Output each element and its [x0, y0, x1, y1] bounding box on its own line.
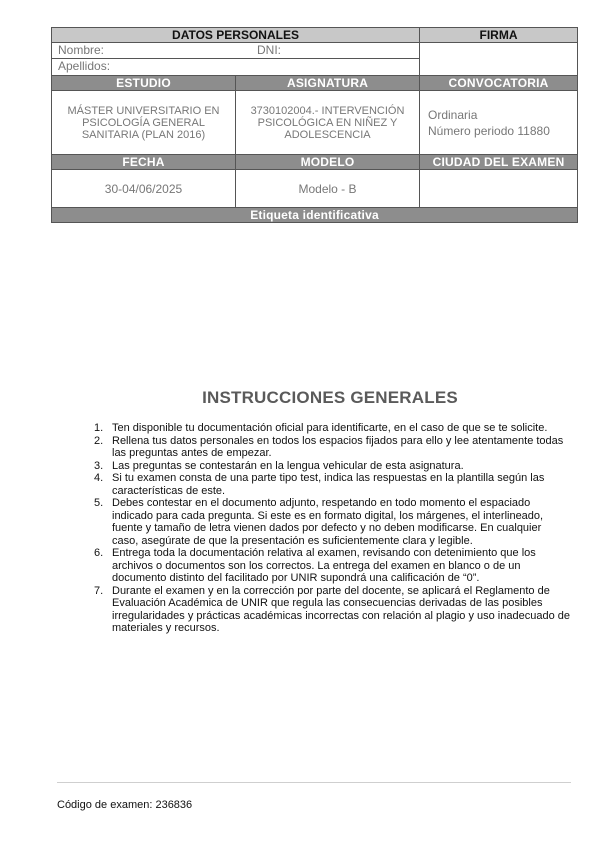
instruction-item	[90, 435, 570, 460]
instruction-item	[90, 422, 570, 435]
etiqueta-identificativa: Etiqueta identificativa	[52, 208, 578, 223]
estudio-header: ESTUDIO	[52, 76, 236, 91]
instruction-number: 7.	[94, 584, 104, 597]
instruction-text: Si tu examen consta de una parte tipo test, indica las respuestas en la plantilla según las características de este.	[112, 472, 545, 497]
asignatura-header: ASIGNATURA	[236, 76, 420, 91]
instruction-text: Debes contestar en el documento adjunto, respetando en todo momento el espaciado indicado para cada pregunta. Si este es en formato digital, los márgenes, el interlineado, fuente y tamaño de letra vienen dados por defecto y no deben modificarse. En cualquier caso, asegúrate de que la presentación es suficientemente clara y legible.	[112, 497, 544, 547]
exam-code: Código de examen: 236836	[57, 799, 193, 811]
instruction-item	[90, 460, 570, 473]
instruction-number: 6.	[94, 547, 104, 559]
personal-data-fields	[52, 43, 420, 76]
footer-divider	[57, 782, 571, 783]
instruction-item	[90, 472, 570, 497]
instruction-item	[90, 497, 570, 547]
instruction-item	[90, 585, 570, 635]
nombre-label: Nombre:	[58, 43, 105, 57]
instruction-number: 3.	[94, 459, 104, 472]
estudio-value: MÁSTER UNIVERSITARIO EN PSICOLOGÍA GENERAL SANITARIA (PLAN 2016)	[52, 91, 236, 155]
nombre-dni-row[interactable]	[52, 43, 419, 59]
instruction-text: Ten disponible tu documentación oficial para identificarte, en el caso de que se te solicite.	[112, 422, 548, 434]
exam-header-table	[51, 27, 578, 223]
convocatoria-period: Número periodo 11880	[428, 123, 550, 138]
convocatoria-value	[420, 91, 578, 155]
firma-header: FIRMA	[420, 28, 578, 43]
fecha-header: FECHA	[52, 155, 236, 170]
instruction-number: 1.	[94, 422, 104, 434]
modelo-value: Modelo - B	[236, 170, 420, 208]
convocatoria-type: Ordinaria	[428, 107, 478, 122]
modelo-header: MODELO	[236, 155, 420, 170]
instructions-section	[90, 388, 570, 635]
dni-label: DNI:	[257, 43, 281, 57]
apellidos-row[interactable]	[52, 59, 419, 74]
instruction-text: Durante el examen y en la corrección por parte del docente, se aplicará el Reglamento de Evaluación Académica de UNIR que regula las consecuencias derivadas de las posibles irregularidades y prácticas académicas incorrectas con relación al plagio y uso inadecuado de materiales y recursos.	[112, 584, 570, 634]
instruction-item	[90, 547, 570, 585]
instructions-list	[90, 422, 570, 635]
instruction-text: Las preguntas se contestarán en la lengua vehicular de esta asignatura.	[112, 459, 464, 472]
convocatoria-header: CONVOCATORIA	[420, 76, 578, 91]
ciudad-value[interactable]	[420, 170, 578, 208]
instruction-number: 4.	[94, 472, 104, 484]
datos-personales-header: DATOS PERSONALES	[52, 28, 420, 43]
instruction-text: Rellena tus datos personales en todos los espacios fijados para ello y lee atentamente todas las preguntas antes de empezar.	[112, 434, 564, 459]
ciudad-header: CIUDAD DEL EXAMEN	[420, 155, 578, 170]
instruction-text: Entrega toda la documentación relativa al examen, revisando con detenimiento que los archivos o documentos son los correctos. La entrega del examen en blanco o de un documento distinto del facilitado por UNIR supondrá una calificación de “0”.	[112, 547, 536, 584]
instruction-number: 5.	[94, 497, 104, 509]
asignatura-value: 3730102004.- INTERVENCIÓN PSICOLÓGICA EN NIÑEZ Y ADOLESCENCIA	[236, 91, 420, 155]
instructions-title: INSTRUCCIONES GENERALES	[202, 388, 458, 407]
instruction-number: 2.	[94, 434, 104, 447]
firma-box[interactable]	[420, 43, 578, 76]
fecha-value: 30-04/06/2025	[52, 170, 236, 208]
apellidos-label: Apellidos:	[58, 59, 111, 73]
